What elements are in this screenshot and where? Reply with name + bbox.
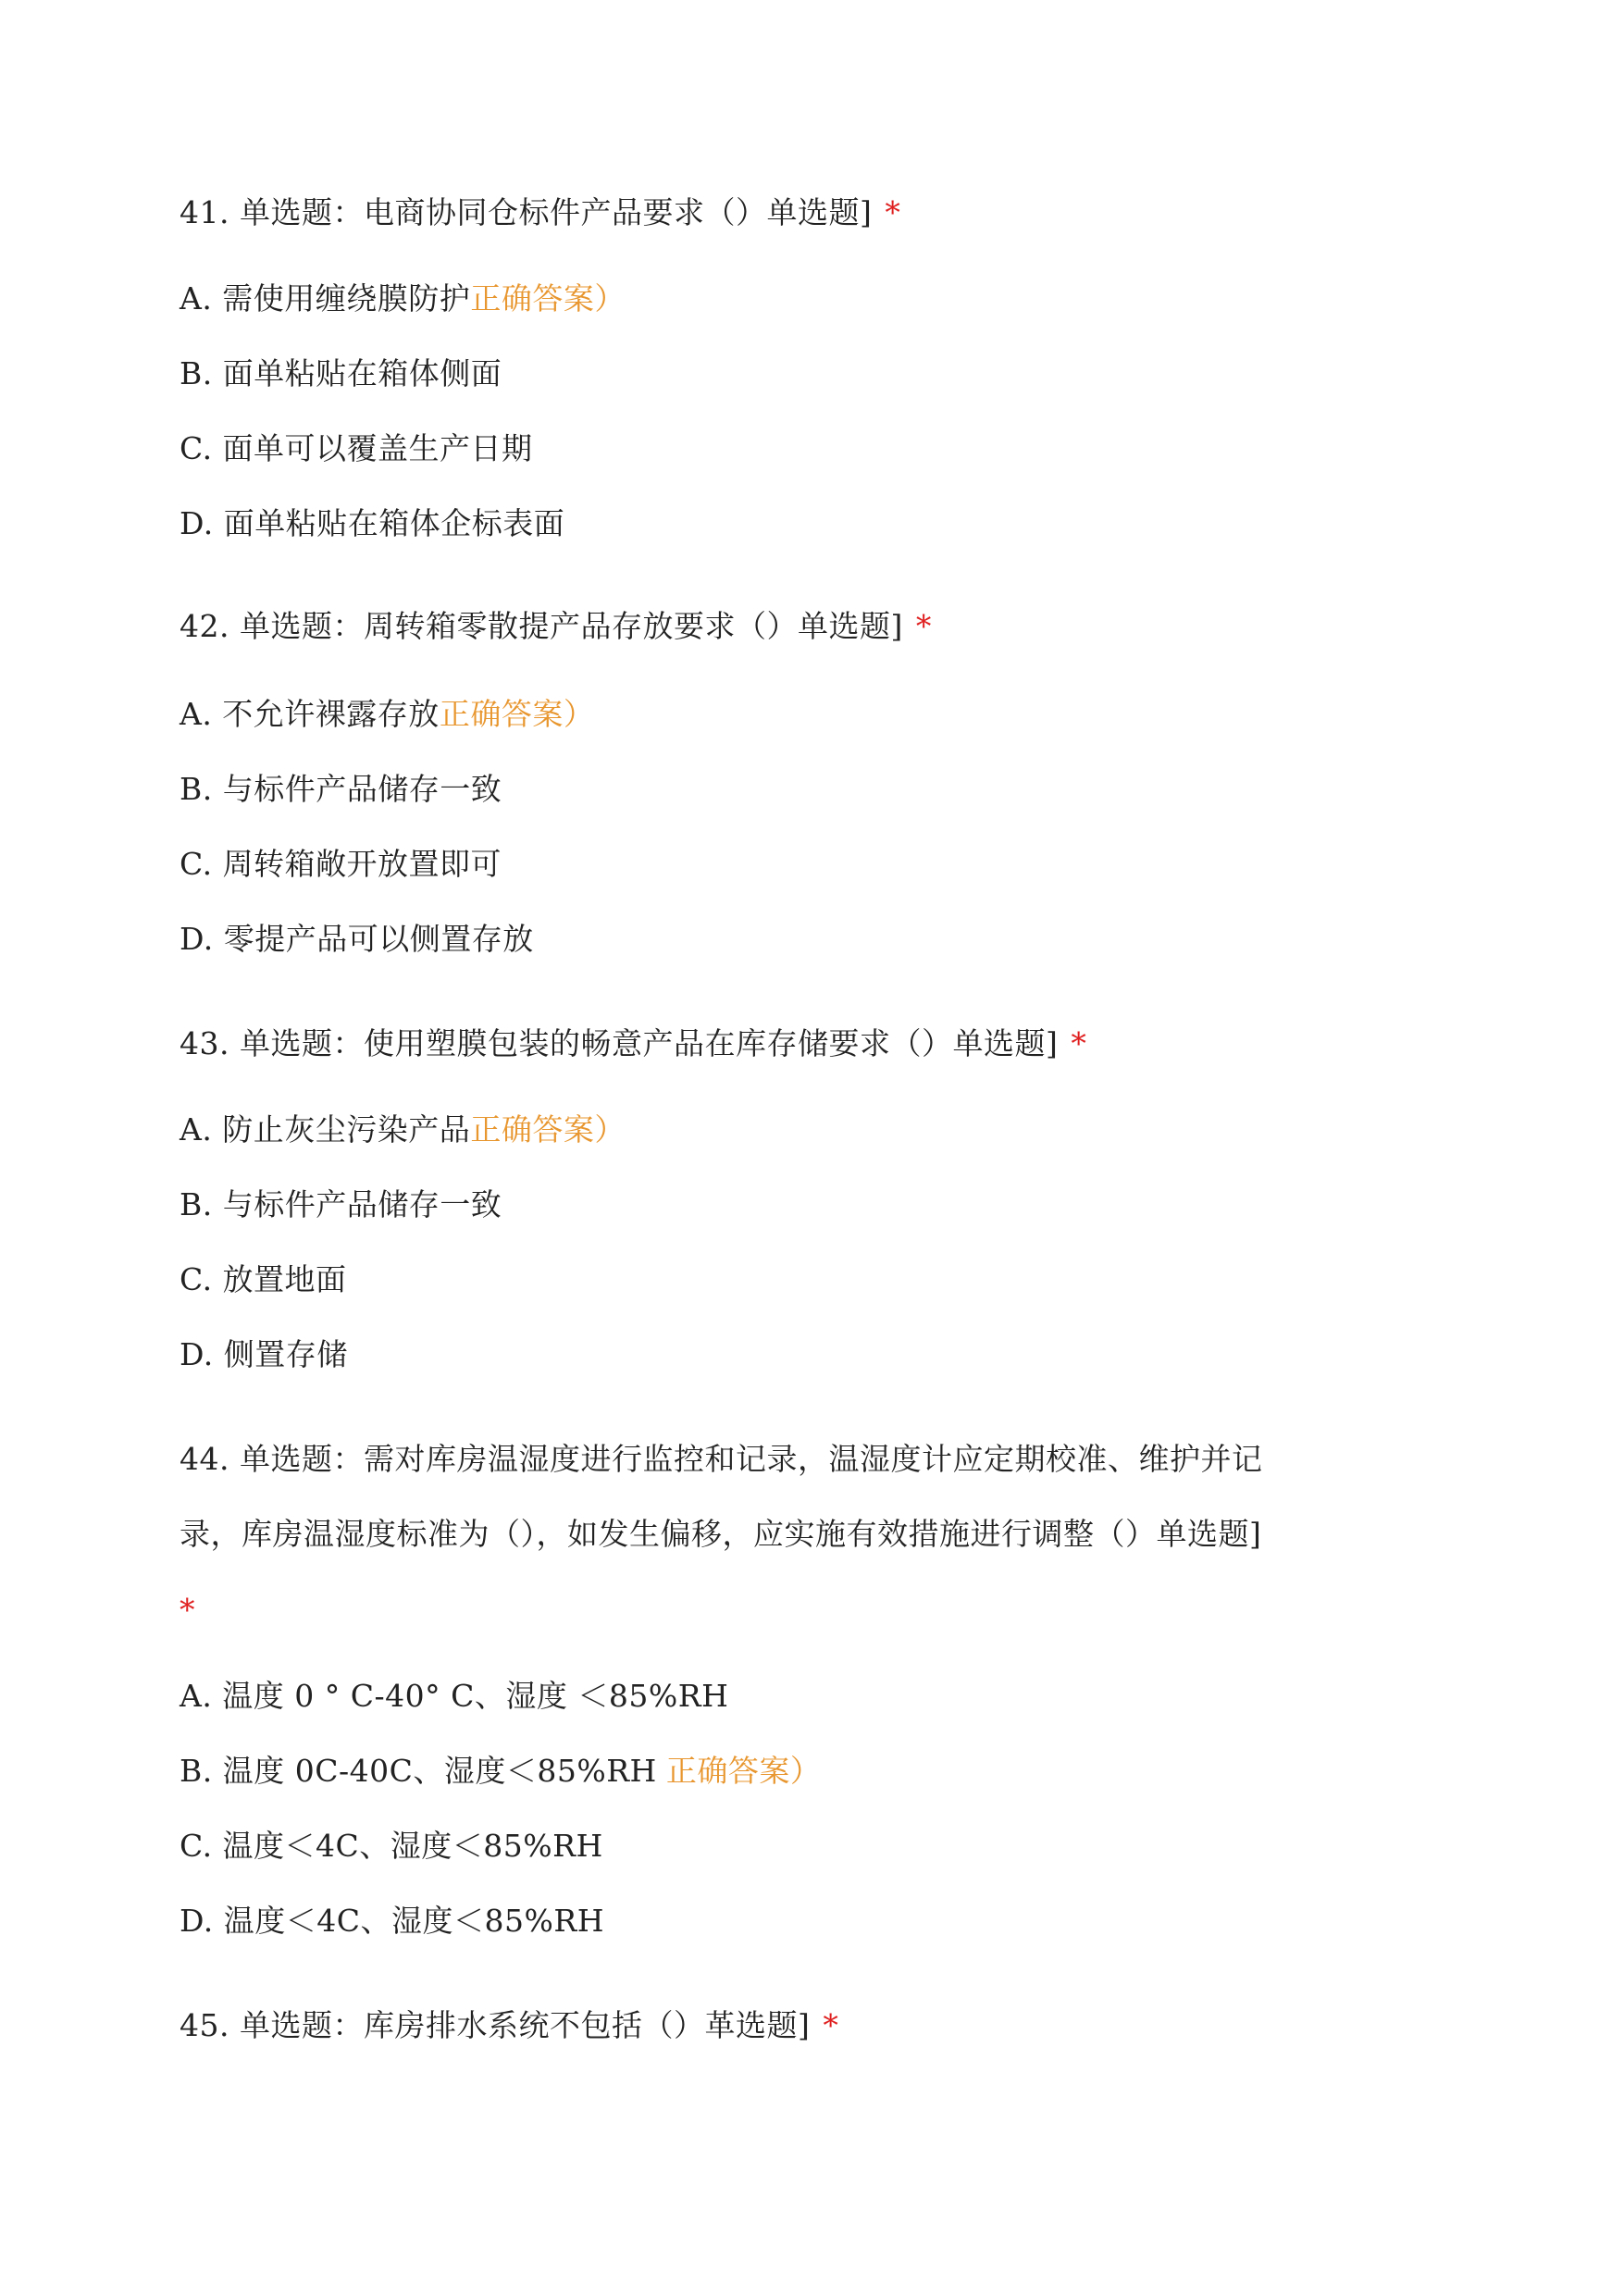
question-43-option-b	[180, 1186, 502, 1223]
question-text: 42. 单选题：周转箱零散提产品存放要求（）单选题]	[180, 608, 903, 644]
question-44-option-c	[180, 1828, 603, 1865]
option-text: D. 面单粘贴在箱体企标表面	[180, 505, 565, 541]
option-text: B. 与标件产品储存一致	[180, 1186, 502, 1222]
option-text: A. 不允许裸露存放	[180, 696, 440, 732]
question-44-option-a	[180, 1678, 728, 1715]
question-43-option-a	[180, 1111, 626, 1148]
required-mark: *	[915, 608, 932, 644]
question-44-title-line2	[180, 1516, 1261, 1553]
correct-answer-tag: 正确答案）	[665, 1753, 822, 1789]
question-44-title-line1	[180, 1441, 1262, 1478]
question-45-title	[180, 2007, 838, 2044]
option-text: A. 温度 0 ° C-40° C、湿度 ＜85%RH	[180, 1678, 729, 1714]
question-44-option-b	[180, 1753, 821, 1790]
required-mark: *	[180, 1592, 195, 1628]
question-text: 44. 单选题：需对库房温湿度进行监控和记录，温湿度计应定期校准、维护并记	[180, 1441, 1263, 1477]
question-42-option-b	[180, 771, 502, 808]
option-text: D. 温度＜4C、湿度＜85%RH	[180, 1903, 604, 1939]
required-mark: *	[1071, 1025, 1087, 1061]
correct-answer-tag: 正确答案）	[439, 696, 595, 732]
question-43-option-d	[180, 1336, 348, 1373]
option-text: B. 温度 0C-40C、湿度＜85%RH	[180, 1753, 657, 1789]
question-44-required-line	[180, 1592, 195, 1629]
question-text: 43. 单选题：使用塑膜包装的畅意产品在库存储要求（）单选题]	[180, 1025, 1059, 1061]
question-41-option-c	[180, 430, 533, 467]
option-text: A. 需使用缠绕膜防护	[180, 280, 471, 316]
required-mark: *	[885, 194, 901, 230]
question-42-option-a	[180, 696, 594, 733]
option-text: B. 面单粘贴在箱体侧面	[180, 355, 502, 391]
question-41-option-b	[180, 355, 502, 392]
option-text: B. 与标件产品储存一致	[180, 771, 502, 807]
question-42-title	[180, 608, 932, 645]
correct-answer-tag: 正确答案）	[470, 280, 626, 316]
question-43-option-c	[180, 1261, 347, 1298]
option-text: C. 放置地面	[180, 1261, 347, 1297]
option-text: C. 面单可以覆盖生产日期	[180, 430, 533, 466]
option-text: D. 侧置存储	[180, 1336, 348, 1372]
question-44-option-d	[180, 1903, 604, 1940]
question-text: 41. 单选题：电商协同仓标件产品要求（）单选题]	[180, 194, 873, 230]
question-text: 45. 单选题：库房排水系统不包括（）革选题]	[180, 2007, 811, 2043]
required-mark: *	[823, 2007, 839, 2043]
question-41-option-a	[180, 280, 626, 317]
option-text: C. 周转箱敞开放置即可	[180, 846, 502, 882]
option-text: A. 防止灰尘污染产品	[180, 1111, 471, 1148]
option-text: D. 零提产品可以侧置存放	[180, 921, 534, 957]
question-42-option-c	[180, 846, 502, 883]
correct-answer-tag: 正确答案）	[470, 1111, 626, 1148]
question-text: 录，库房温湿度标准为（），如发生偏移，应实施有效措施进行调整（）单选题]	[180, 1516, 1262, 1552]
question-42-option-d	[180, 921, 534, 958]
question-43-title	[180, 1025, 1086, 1062]
question-41-option-d	[180, 505, 564, 542]
option-text: C. 温度＜4C、湿度＜85%RH	[180, 1828, 603, 1864]
question-41-title	[180, 194, 900, 231]
